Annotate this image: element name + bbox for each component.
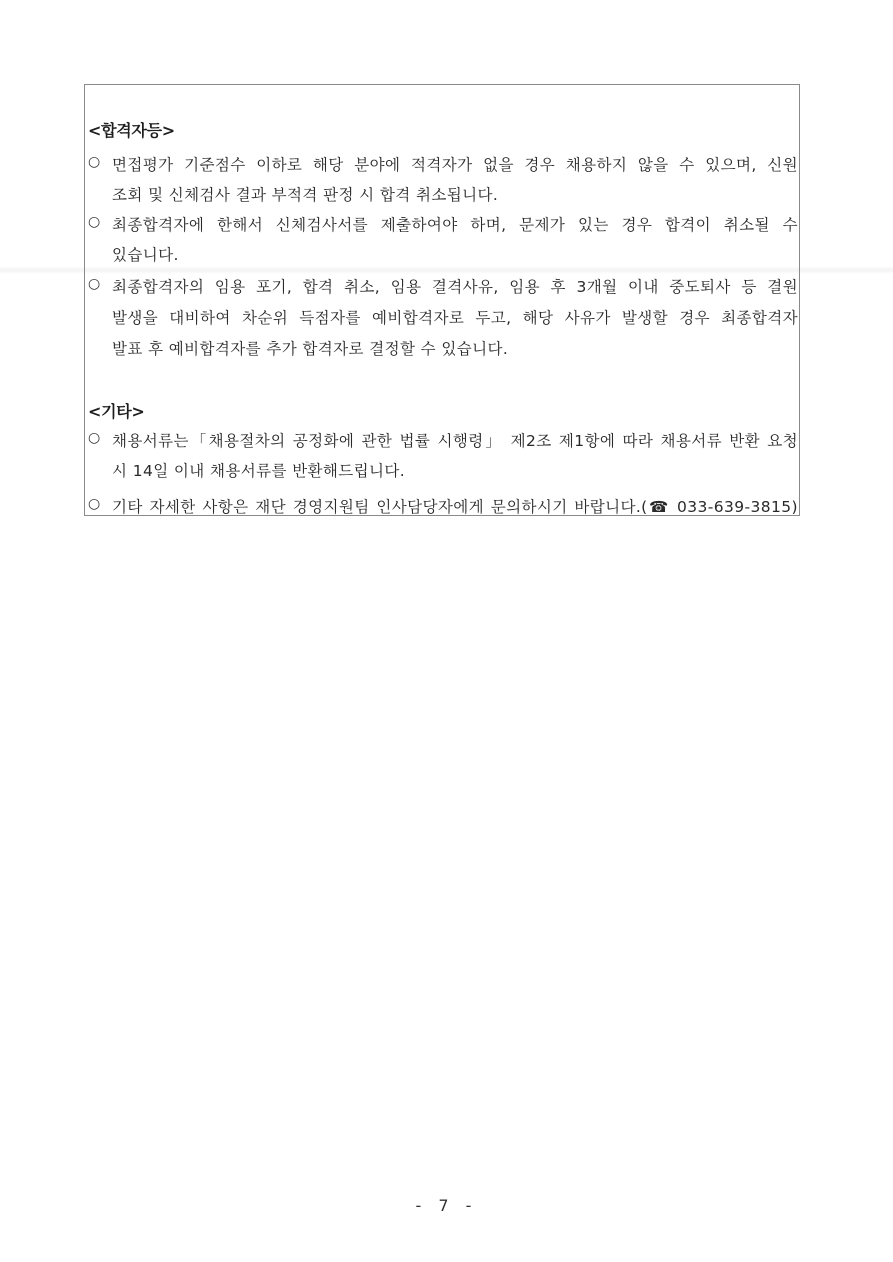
list-item-line: 면접평가 기준점수 이하로 해당 분야에 적격자가 없을 경우 채용하지 않을 수 있으며, 신원 [112, 156, 798, 174]
bullet-icon: ○ [88, 276, 101, 292]
list-item-line: 발생을 대비하여 차순위 득점자를 예비합격자로 두고, 해당 사유가 발생할 경우 최종합격자 [112, 309, 798, 327]
list-item-line: 있습니다. [112, 246, 179, 264]
section-heading-others: <기타> [88, 402, 145, 421]
list-item-line: 조회 및 신체검사 결과 부적격 판정 시 합격 취소됩니다. [112, 186, 499, 204]
list-item-line: 채용서류는「채용절차의 공정화에 관한 법률 시행령」 제2조 제1항에 따라 채용서류 반환 요청 [112, 432, 798, 450]
bullet-icon: ○ [88, 214, 101, 230]
section-heading-successful-candidates: <합격자등> [88, 121, 175, 140]
list-item-line: 최종합격자에 한해서 신체검사서를 제출하여야 하며, 문제가 있는 경우 합격이 취소될 수 [112, 216, 798, 234]
list-item-line: 기타 자세한 사항은 재단 경영지원팀 인사담당자에게 문의하시기 바랍니다.(☎ 033-639-3815) [112, 498, 798, 516]
page-number: - 7 - [415, 1196, 478, 1215]
list-item-line: 최종합격자의 임용 포기, 합격 취소, 임용 결격사유, 임용 후 3개월 이내 중도퇴사 등 결원 [112, 278, 798, 296]
bullet-icon: ○ [88, 496, 101, 512]
list-item-line: 시 14일 이내 채용서류를 반환해드립니다. [112, 462, 406, 480]
bullet-icon: ○ [88, 154, 101, 170]
bullet-icon: ○ [88, 430, 101, 446]
list-item-line: 발표 후 예비합격자를 추가 합격자로 결정할 수 있습니다. [112, 340, 509, 358]
